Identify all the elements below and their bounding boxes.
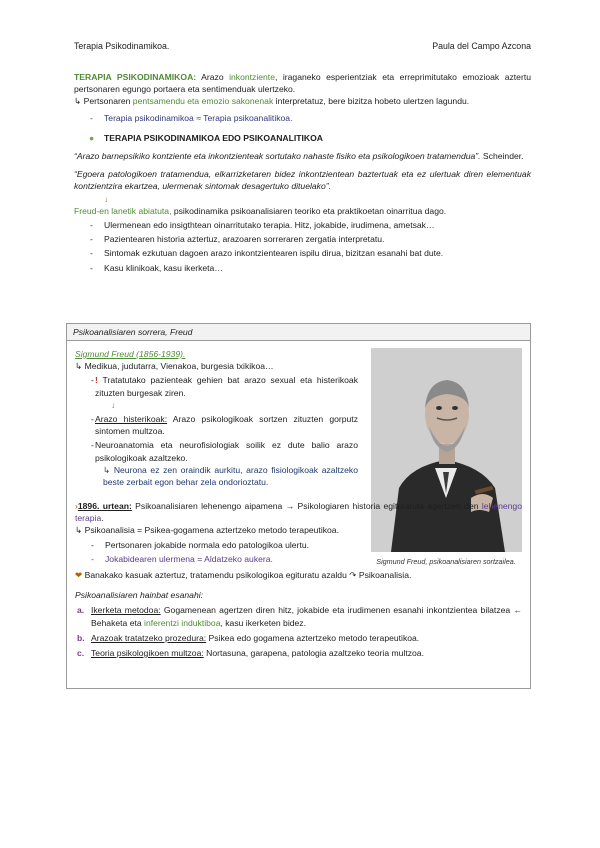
freud-point — [75, 413, 358, 437]
meaning-green: inferentzi induktiboa — [144, 617, 221, 628]
year-label: 1896. urtean: — [77, 501, 132, 511]
list-item: - Ulermenean edo insigthtean oinarritutako terapia. Hitz, jokabide, irudimena, ametsak… — [74, 219, 531, 231]
meaning-letter: b. — [77, 632, 85, 643]
intro-text: Arazo — [196, 72, 230, 82]
intro-keyword: inkontziente — [229, 72, 275, 82]
box-bottom — [75, 500, 522, 659]
freud-point — [75, 374, 358, 411]
meaning-text: Psikea edo gogamena aztertzeko metodo terapeutikoa. — [206, 632, 420, 643]
meaning-term: Teoria psikologikoen multzoa: — [91, 648, 204, 659]
arrow-text: ↳ Pertsonaren — [74, 96, 133, 107]
year-highlight: lehenengo terapia — [75, 501, 522, 524]
freud-name-text: Sigmund Freud (1856-1939). — [75, 349, 186, 359]
list-item: - Sintomak ezkutuan dagoen arazo inkontzientearen ispilu dirua, bizitzan esanahi bat dute. — [74, 247, 531, 259]
meaning-text: Nortasuna, garapena, patologia azaltzeko teoria multzoa. — [203, 648, 424, 659]
heart-icon: ❤ — [75, 570, 83, 581]
intro-term: TERAPIA PSIKODINAMIKOA: — [74, 72, 197, 82]
freud-point-text: - Neuroanatomia eta neurofisiologiak soilik ez dute balio arazo psikologikoak azaltzeko. — [95, 440, 358, 463]
meanings-list — [75, 604, 522, 659]
list-item: - Pazientearen historia aztertuz, arazoaren sorreraren zergatia interpretatu. — [74, 233, 531, 245]
equiv-item: - Terapia psikodinamikoa ≈ Terapia psikoanalitikoa. — [74, 112, 531, 124]
freud-point — [75, 439, 358, 488]
box-left-column — [75, 348, 358, 488]
meanings-title: Psikoanalisiaren hainbat esanahi: — [75, 590, 204, 601]
meaning-term: Arazoak tratatzeko prozedura: — [91, 632, 207, 643]
meaning-item — [75, 632, 522, 644]
quote-2: “Egoera patologikoen tratamendua, elkarrizketaren bidez inkontzientean baztertuak eta ez ulertuak diren elementuak kontzientzira ekartzea, ulermenak sintomak desagertuko dituelako”. — [74, 169, 531, 192]
year-text: Psikoanalisiaren lehenengo aipamena → Psikologiaren historia egituratuta agertzen den — [131, 501, 482, 511]
arrow-text-2: interpretatuz, bere bizitza hobeto ulertzen lagundu. — [273, 96, 470, 107]
freud-bio: ↳ Medikua, judutarra, Vienakoa, burgesia txikikoa… — [75, 361, 274, 372]
meaning-term: Ikerketa metodoa: — [91, 605, 161, 616]
list-item: - Jokabidearen ulermena = Aldatzeko aukera. — [75, 553, 522, 565]
freud-paragraph — [74, 205, 531, 217]
bullet-dot-icon: ● — [89, 132, 95, 143]
psikoanalisia-def: ↳ Psikoanalisia = Psikea-gogamena aztertzeko metodo terapeutikoa. — [75, 525, 339, 536]
quote-1-author: Scheinder. — [480, 151, 524, 162]
intro-keyword-2: pentsamendu eta emozio sakonenak — [132, 96, 274, 107]
list-item: - Kasu klinikoak, kasu ikerketa… — [74, 262, 531, 274]
section-list — [74, 219, 531, 274]
year-1896 — [75, 500, 522, 524]
freud-point-text: Tratatutako pazienteak gehien bat arazo sexual eta histerikoak zituzten burgesak ziren. — [95, 375, 359, 398]
header-author: Paula del Campo Azcona — [432, 41, 531, 51]
arrow-icon: › — [75, 501, 78, 511]
portrait-caption: Sigmund Freud, psikoanalisiaren sortzailea. — [376, 557, 516, 566]
equiv-list — [74, 112, 531, 124]
freud-green-text: Freud-en lanetik abiatuta, — [74, 205, 172, 216]
main-content — [74, 71, 531, 274]
meaning-item — [75, 604, 522, 628]
freud-box — [66, 323, 531, 689]
meaning-letter: a. — [77, 605, 85, 616]
freud-subpoint: ↳ Neurona ez zen oraindik aurkitu, arazo fisiologikoak azaltzeko beste zerbait egon behar zela ondorioztatu. — [103, 464, 358, 488]
year-text-end: . — [101, 513, 104, 524]
banakako-line — [75, 569, 522, 581]
freud-point-underline: Arazo histerikoak: — [95, 414, 168, 425]
box-title: Psikoanalisiaren sorrera, Freud — [67, 324, 530, 341]
down-arrow-icon: ↓ — [104, 193, 109, 204]
quote-1 — [74, 150, 531, 162]
psikoanalisia-list — [75, 539, 522, 565]
meaning-item — [75, 647, 522, 659]
intro-arrow-line — [74, 95, 531, 107]
header-title: Terapia Psikodinamikoa. — [74, 41, 170, 51]
intro-paragraph — [74, 71, 531, 95]
freud-point-text: Arazo psikologikoak sortzen zituzten gorputz sintomen multzoa. — [95, 414, 358, 437]
section-heading — [74, 132, 531, 144]
warning-icon: ! — [95, 375, 98, 386]
down-arrow-icon: ↓ — [111, 399, 116, 410]
meaning-letter: c. — [77, 648, 85, 659]
meaning-text: Gogamenean agertzen diren hitz, jokabide eta irudimenen esanahi inkontzientea bilatzea ← Behaketa eta — [91, 605, 522, 628]
banakako-text: Banakako kasuak aztertuz, tratamendu psikologikoa egituratu azaldu ↷ Psikoanalisia. — [84, 570, 412, 581]
section-heading-text: TERAPIA PSIKODINAMIKOA EDO PSIKOANALITIKOA — [104, 132, 323, 143]
quote-1-text: “Arazo barnepsikiko kontziente eta inkontzienteak sortutako nahaste fisiko eta psikologikoen tratamendua”. — [74, 151, 481, 162]
list-item: - Pertsonaren jokabide normala edo patologikoa ulertu. — [75, 539, 522, 551]
intro-text-2: , iraganeko esperientziak eta erreprimitutako emozioak aztertu pertsonaren egungo portaera eta sentimenduak ulertzeko. — [74, 72, 531, 95]
freud-rest-text: psikodinamika psikoanalisiaren teoriko eta praktikoetan oinarritua dago. — [171, 205, 447, 216]
freud-points — [75, 374, 358, 488]
meaning-text-2: , kasu ikerketen bidez. — [220, 617, 306, 628]
freud-name — [75, 348, 358, 360]
